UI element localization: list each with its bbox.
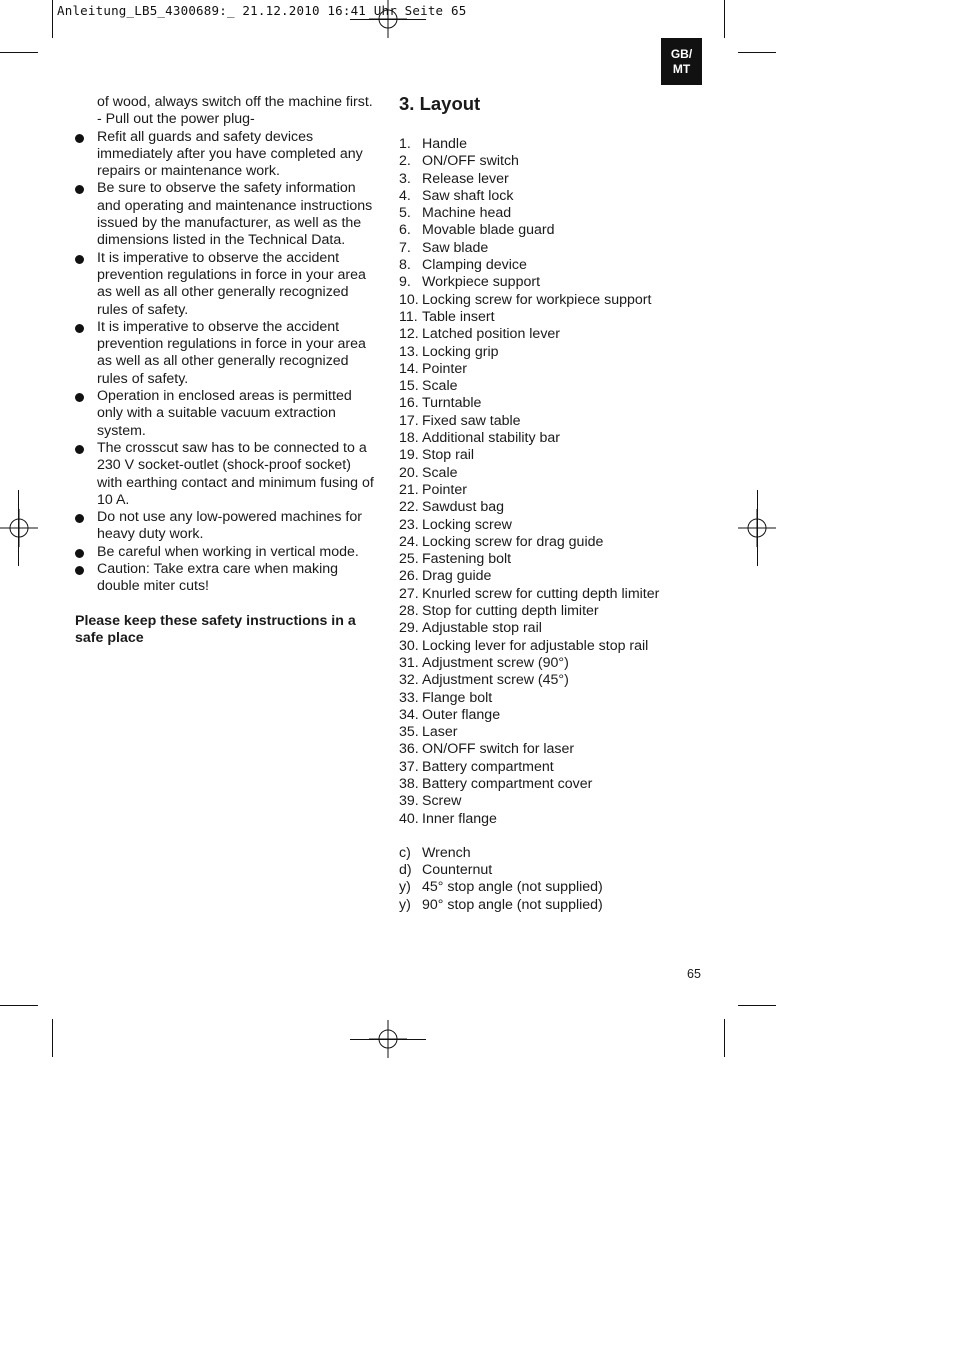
item-label: Fixed saw table — [422, 412, 521, 429]
item-label: Movable blade guard — [422, 222, 555, 239]
item-label: Scale — [422, 464, 458, 481]
registration-tick — [350, 1039, 426, 1040]
item-number: 22. — [399, 499, 419, 516]
item-label: Knurled screw for cutting depth limiter — [422, 585, 660, 602]
item-label: Locking screw — [422, 516, 512, 533]
list-item — [399, 534, 699, 551]
list-item — [399, 395, 699, 412]
item-number: 8. — [399, 257, 411, 274]
list-item — [399, 551, 699, 568]
safety-column — [75, 94, 380, 661]
list-item — [399, 776, 699, 793]
crop-mark — [52, 0, 53, 38]
page-number: 65 — [687, 967, 701, 981]
item-label: Laser — [422, 724, 458, 741]
list-item — [399, 326, 699, 343]
list-item — [399, 724, 699, 741]
item-label: Clamping device — [422, 257, 527, 274]
item-label: Saw shaft lock — [422, 187, 514, 204]
item-label: ON/OFF switch — [422, 153, 519, 170]
list-item: It is imperative to observe the accident prevention regulations in force in your area as well as all other generally recognized rules of safety. — [75, 319, 380, 388]
list-item — [399, 672, 699, 689]
item-label: Handle — [422, 136, 467, 152]
item-number: 11. — [399, 308, 418, 325]
item-label: Locking grip — [422, 343, 499, 360]
language-tab — [661, 38, 702, 85]
item-label: Scale — [422, 378, 458, 395]
crop-mark — [724, 0, 725, 38]
item-number: 34. — [399, 706, 419, 723]
item-number: 6. — [399, 222, 411, 239]
item-number: 25. — [399, 551, 419, 568]
list-item — [399, 759, 699, 776]
item-label: Pointer — [422, 360, 467, 377]
item-number: 20. — [399, 464, 419, 481]
item-number: 15. — [399, 378, 419, 395]
item-label: Locking screw for drag guide — [422, 533, 604, 550]
list-item — [399, 793, 699, 810]
continuation-text: - Pull out the power plug- — [97, 111, 255, 128]
list-item — [399, 897, 699, 914]
item-number: 23. — [399, 516, 419, 533]
bullet-icon — [75, 393, 84, 402]
list-item — [399, 586, 699, 603]
list-item — [399, 205, 699, 222]
item-label: Locking lever for adjustable stop rail — [422, 637, 649, 654]
item-number: 19. — [399, 447, 419, 464]
crop-mark — [738, 52, 776, 53]
bullet-icon — [75, 514, 84, 523]
registration-tick — [350, 19, 426, 20]
item-number: y) — [399, 896, 411, 913]
spacer — [399, 828, 699, 845]
parts-list — [399, 136, 699, 828]
item-label: Turntable — [422, 395, 482, 412]
list-item — [399, 862, 699, 879]
list-item — [399, 620, 699, 637]
list-item — [399, 638, 699, 655]
item-number: 14. — [399, 360, 419, 377]
list-item — [399, 707, 699, 724]
item-number: 21. — [399, 481, 419, 498]
item-number: 16. — [399, 395, 419, 412]
crop-mark — [0, 52, 38, 53]
accessories-list — [399, 845, 699, 914]
list-item — [399, 517, 699, 534]
item-number: 24. — [399, 533, 419, 550]
item-number: 9. — [399, 274, 411, 291]
list-item — [399, 292, 699, 309]
item-label: Adjustment screw (90°) — [422, 654, 569, 671]
item-number: 7. — [399, 239, 411, 256]
bullet-icon — [75, 324, 84, 333]
language-tab-line1: GB/ — [670, 46, 693, 61]
registration-tick — [757, 490, 758, 566]
item-label: ON/OFF switch for laser — [422, 741, 575, 758]
item-number: 18. — [399, 430, 419, 447]
item-label: Screw — [422, 793, 462, 810]
layout-column — [399, 92, 699, 914]
list-item — [399, 655, 699, 672]
list-item — [399, 465, 699, 482]
item-number: 38. — [399, 775, 419, 792]
list-item — [399, 447, 699, 464]
language-tab-line2: MT — [672, 61, 691, 76]
safety-note: Please keep these safety instructions in a safe place — [75, 612, 356, 646]
item-number: 32. — [399, 672, 419, 689]
item-label: Adjustable stop rail — [422, 620, 542, 637]
item-label: Table insert — [422, 308, 495, 325]
item-number: 27. — [399, 585, 419, 602]
item-number: 4. — [399, 187, 411, 204]
section-title: 3. Layout — [399, 93, 481, 114]
item-number: 12. — [399, 326, 419, 343]
bullet-icon — [75, 255, 84, 264]
item-number: 13. — [399, 343, 419, 360]
item-number: 17. — [399, 412, 419, 429]
list-item: Operation in enclosed areas is permitted only with a suitable vacuum extraction system. — [75, 388, 380, 440]
item-number: 30. — [399, 637, 419, 654]
item-number: 33. — [399, 689, 419, 706]
item-label: Machine head — [422, 205, 512, 222]
item-label: Wrench — [422, 844, 471, 861]
item-label: Battery compartment cover — [422, 775, 593, 792]
item-label: Drag guide — [422, 568, 492, 585]
item-label: Saw blade — [422, 239, 489, 256]
list-item — [399, 603, 699, 620]
item-label: 90° stop angle (not supplied) — [422, 896, 603, 913]
list-item — [399, 413, 699, 430]
item-number: 1. — [399, 136, 411, 152]
registration-tick — [18, 490, 19, 566]
list-item: The crosscut saw has to be connected to a 230 V socket-outlet (shock-proof socket) with earthing contact and minimum fusing of 10 A. — [75, 440, 380, 509]
list-item — [399, 361, 699, 378]
item-number: 31. — [399, 654, 419, 671]
list-item: It is imperative to observe the accident prevention regulations in force in your area as well as all other generally recognized rules of safety. — [75, 250, 380, 319]
list-item — [399, 188, 699, 205]
item-number: c) — [399, 844, 411, 861]
item-label: Fastening bolt — [422, 551, 512, 568]
crop-mark — [724, 1019, 725, 1057]
list-item — [399, 171, 699, 188]
bullet-icon — [75, 134, 84, 143]
item-number: 2. — [399, 153, 411, 170]
bullet-icon — [75, 185, 84, 194]
item-label: Inner flange — [422, 810, 497, 827]
list-item — [399, 568, 699, 585]
list-item — [399, 845, 699, 862]
item-number: 36. — [399, 741, 419, 758]
list-item — [399, 741, 699, 758]
item-number: 35. — [399, 724, 419, 741]
item-label: Adjustment screw (45°) — [422, 672, 569, 689]
item-label: Release lever — [422, 170, 509, 187]
list-item — [399, 482, 699, 499]
item-label: Pointer — [422, 481, 467, 498]
item-number: 26. — [399, 568, 419, 585]
item-number: 39. — [399, 793, 419, 810]
item-label: 45° stop angle (not supplied) — [422, 879, 603, 896]
crop-mark — [0, 1005, 38, 1006]
list-item — [399, 153, 699, 170]
list-item: Do not use any low-powered machines for heavy duty work. — [75, 509, 380, 544]
list-item — [399, 274, 699, 291]
bullet-icon — [75, 445, 84, 454]
item-label: Counternut — [422, 862, 493, 879]
item-label: Outer flange — [422, 706, 501, 723]
list-item — [399, 344, 699, 361]
list-item: Be sure to observe the safety information and operating and maintenance instructions issued by the manufacturer, as well as the dimensions listed in the Technical Data. — [75, 180, 380, 249]
item-label: Additional stability bar — [422, 430, 561, 447]
item-label: Latched position lever — [422, 326, 561, 343]
continuation-text: of wood, always switch off the machine first. — [97, 94, 373, 110]
bullet-icon — [75, 566, 84, 575]
item-label: Stop rail — [422, 447, 475, 464]
item-number: 28. — [399, 603, 419, 620]
item-number: 29. — [399, 620, 419, 637]
item-number: 40. — [399, 810, 419, 827]
item-number: 37. — [399, 758, 419, 775]
item-number: 5. — [399, 205, 411, 222]
item-number: y) — [399, 879, 411, 896]
crop-mark — [738, 1005, 776, 1006]
item-number: 10. — [399, 291, 419, 308]
item-label: Flange bolt — [422, 689, 493, 706]
safety-bullet-list — [75, 129, 380, 596]
list-item — [399, 879, 699, 896]
list-item — [399, 690, 699, 707]
item-label: Locking screw for workpiece support — [422, 291, 652, 308]
list-item: Refit all guards and safety devices immediately after you have completed any repairs or maintenance work. — [75, 129, 380, 181]
print-slug: Anleitung_LB5_4300689:_ 21.12.2010 16:41 Uhr Seite 65 — [57, 3, 467, 18]
list-item — [399, 222, 699, 239]
list-item — [399, 811, 699, 828]
list-item: Be careful when working in vertical mode. — [75, 544, 380, 561]
crop-mark — [52, 1019, 53, 1057]
item-label: Stop for cutting depth limiter — [422, 603, 599, 620]
item-number: 3. — [399, 170, 411, 187]
list-item: Caution: Take extra care when making double miter cuts! — [75, 561, 380, 596]
list-item — [399, 257, 699, 274]
item-number: d) — [399, 862, 412, 879]
list-item — [399, 378, 699, 395]
item-label: Battery compartment — [422, 758, 554, 775]
item-label: Workpiece support — [422, 274, 541, 291]
list-item — [399, 240, 699, 257]
bullet-icon — [75, 549, 84, 558]
item-label: Sawdust bag — [422, 499, 505, 516]
list-item — [399, 499, 699, 516]
registration-mark-icon — [0, 509, 38, 547]
list-item — [399, 136, 699, 153]
list-item — [399, 430, 699, 447]
list-item — [399, 309, 699, 326]
